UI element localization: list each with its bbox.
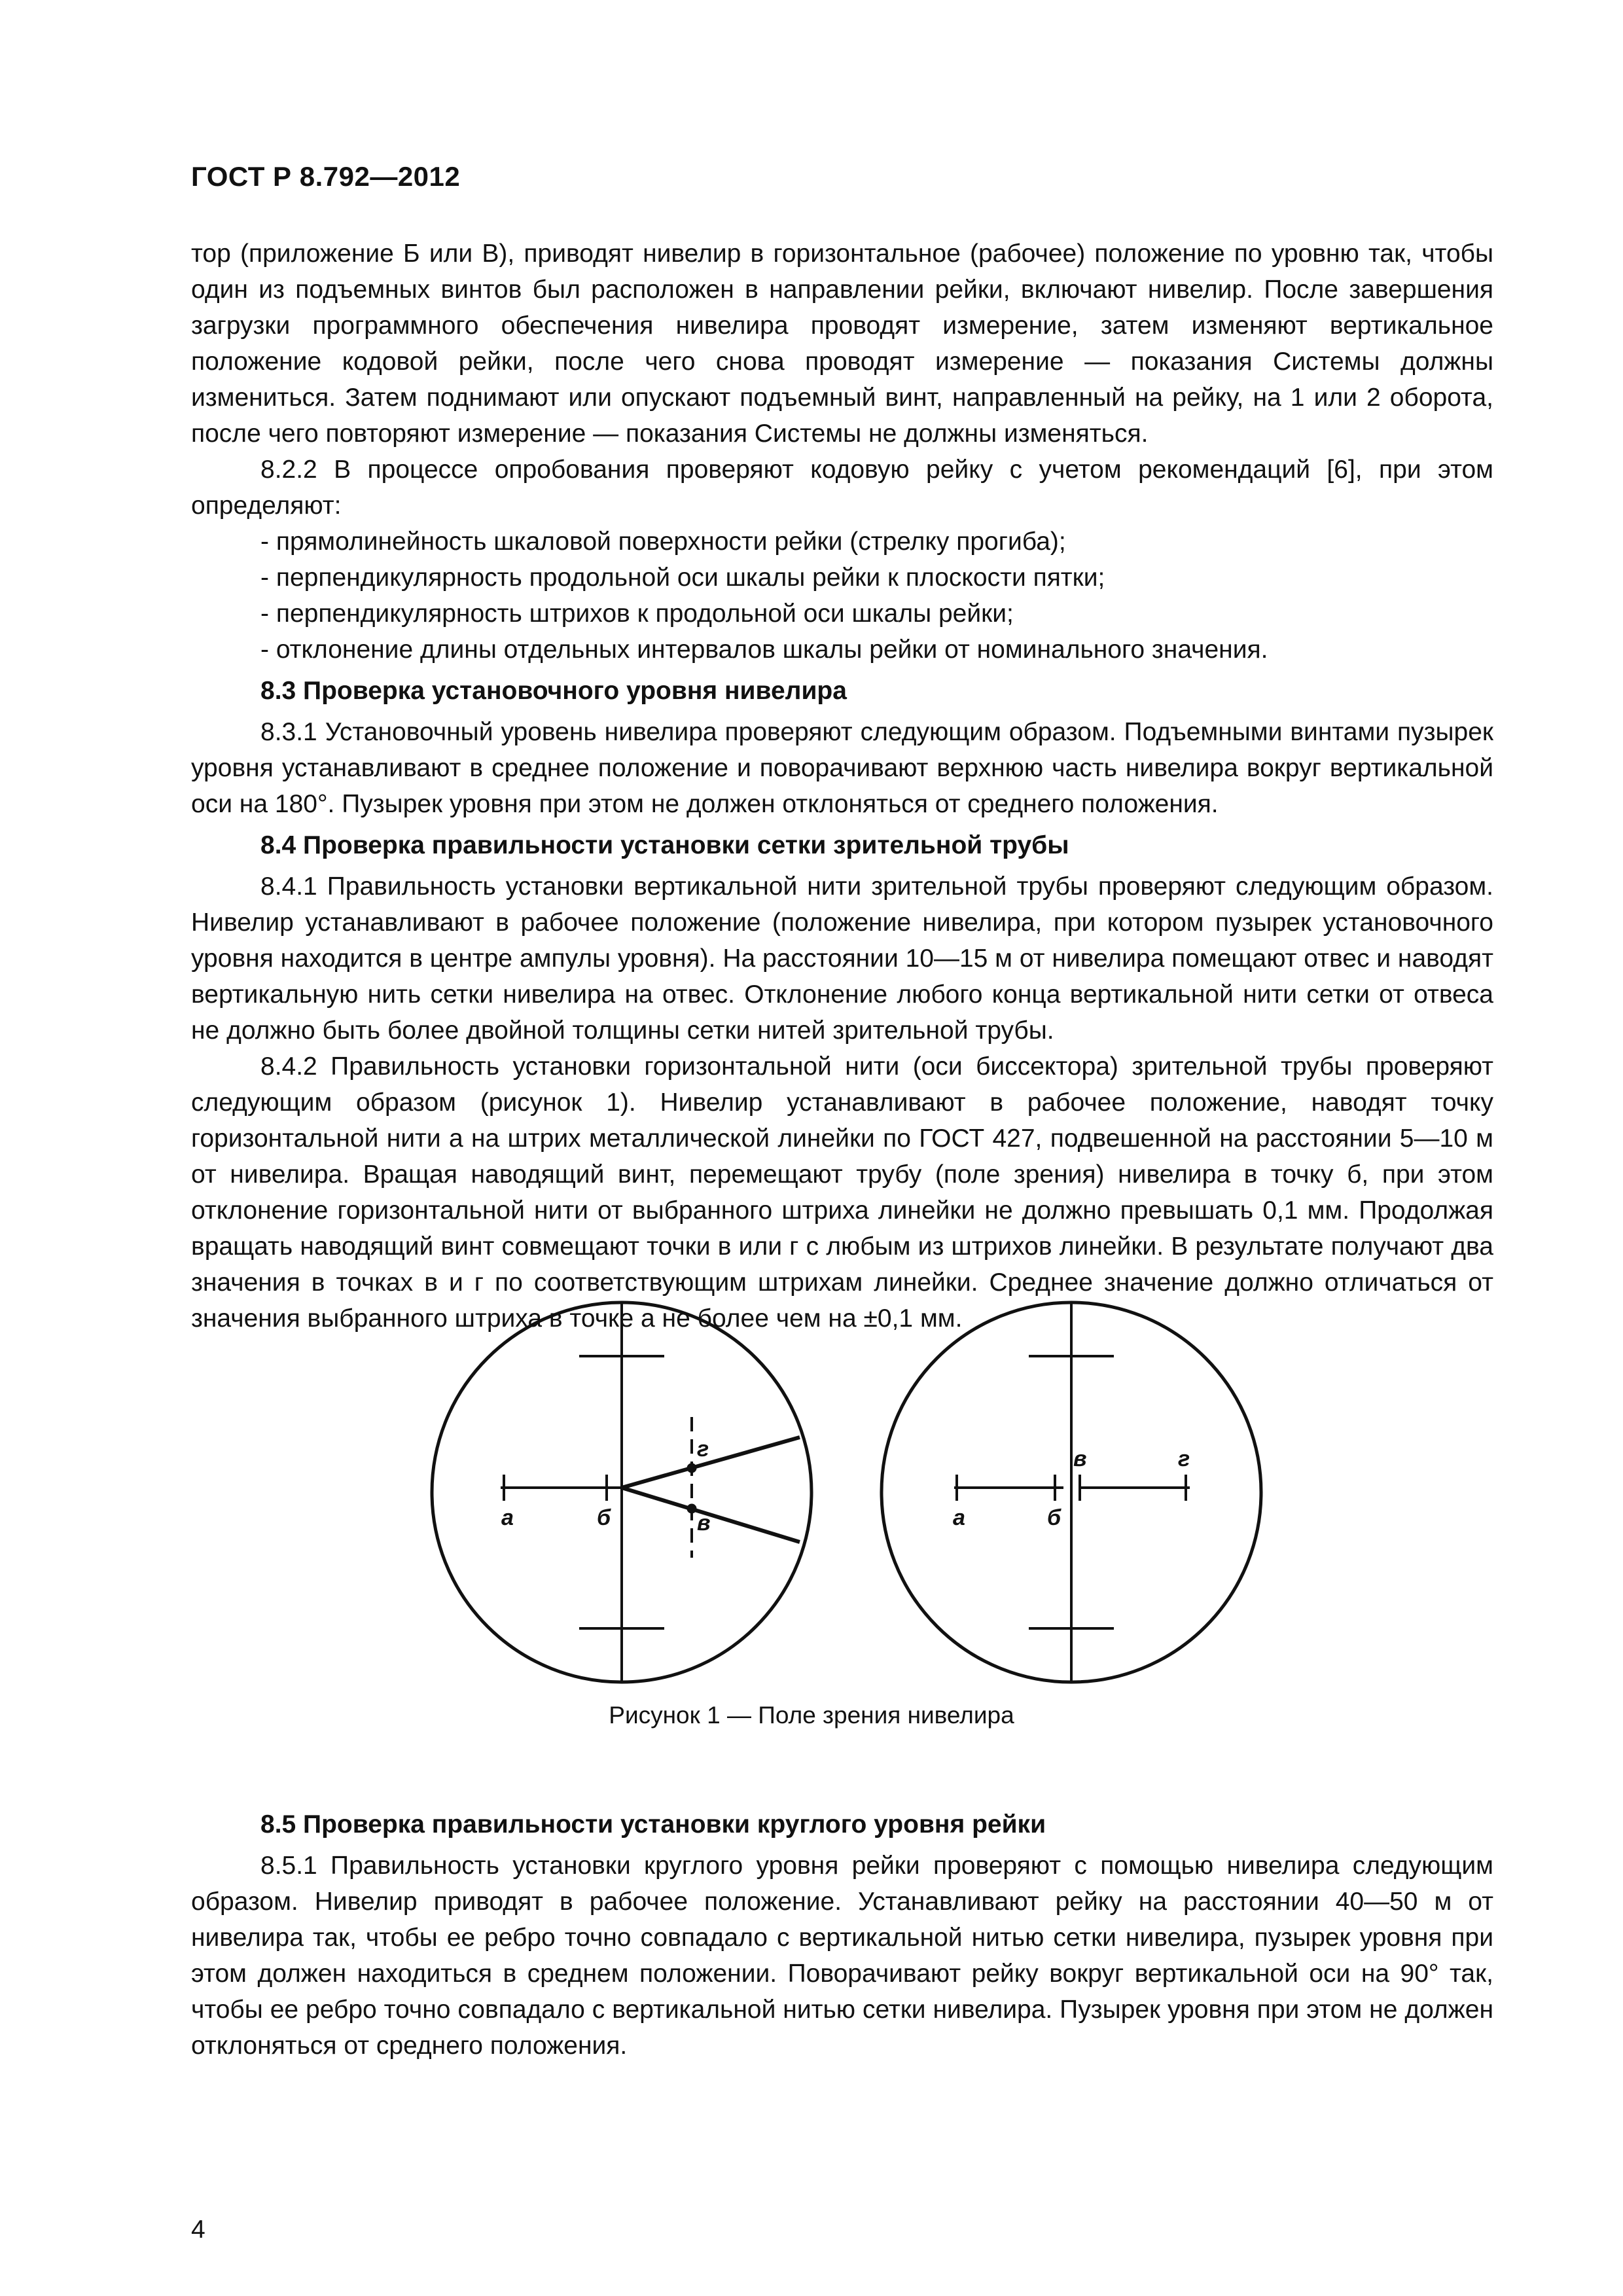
section-heading-8-3: 8.3 Проверка установочного уровня нивелира	[260, 677, 847, 705]
left-label-a: а	[501, 1505, 514, 1530]
paragraph-8-5-1: 8.5.1 Правильность установки круглого уровня рейки проверяют с помощью нивелира следующим образом. Нивелир приводят в рабочее положение. Устанавливают рейку на расстоянии 40—50 м от нивелира так, чтобы ее ребро точно совпадало с вертикальной нитью сетки нивелира, пузырек уровня при этом должен находиться в среднем положении. Поворачивают рейку вокруг вертикальной оси на 90° так, чтобы ее ребро точно совпадало с вертикальной нитью сетки нивелира. Пузырек уровня при этом не должен отклоняться от среднего положения.	[191, 1852, 1493, 2060]
list-item: - перпендикулярность штрихов к продольной оси шкалы рейки;	[260, 600, 1014, 628]
field-of-view-diagram	[0, 1283, 1623, 1728]
right-field-of-view	[882, 1302, 1261, 1682]
list-item: - отклонение длины отдельных интервалов шкалы рейки от номинального значения.	[260, 636, 1268, 664]
main-text	[191, 236, 1493, 1336]
left-label-b: б	[597, 1505, 611, 1530]
right-label-a: а	[953, 1505, 965, 1530]
paragraph-continuation: тор (приложение Б или В), приводят нивелир в горизонтальное (рабочее) положение по уровню так, чтобы один из подъемных винтов был расположен в направлении рейки, включают нивелир. После завершения загрузки программного обеспечения нивелира проводят измерение, затем изменяют вертикальное положение кодовой рейки, после чего снова проводят измерение — показания Системы должны измениться. Затем поднимают или опускают подъемный винт, направленный на рейку, на 1 или 2 оборота, после чего повторяют измерение — показания Системы не должны изменяться.	[191, 240, 1493, 448]
left-label-g: г	[697, 1437, 709, 1462]
section-8-5	[191, 1806, 1493, 2064]
right-label-g: г	[1178, 1446, 1190, 1471]
right-label-v: в	[1073, 1446, 1087, 1471]
point-g-dot	[687, 1463, 696, 1473]
left-field-of-view	[432, 1302, 812, 1682]
section-heading-8-4: 8.4 Проверка правильности установки сетки зрительной трубы	[260, 831, 1069, 859]
right-label-b: б	[1047, 1505, 1061, 1530]
paragraph-8-4-1: 8.4.1 Правильность установки вертикальной нити зрительной трубы проверяют следующим образом. Нивелир устанавливают в рабочее положение (положение нивелира, при котором пузырек установочного уровня находится в центре ампулы уровня). На расстоянии 10—15 м от нивелира помещают отвес и наводят вертикальную нить сетки нивелира на отвес. Отклонение любого конца вертикальной нити сетки от отвеса не должно быть более двойной толщины сетки нитей зрительной трубы.	[191, 872, 1493, 1045]
document-code: ГОСТ Р 8.792—2012	[191, 161, 461, 192]
paragraph-8-2-2: 8.2.2 В процессе опробования проверяют кодовую рейку с учетом рекомендаций [6], при этом определяют:	[191, 456, 1493, 520]
bisector-lower-line	[622, 1488, 800, 1542]
section-heading-8-5: 8.5 Проверка правильности установки круглого уровня рейки	[260, 1810, 1046, 1839]
bisector-upper-line	[622, 1437, 800, 1488]
point-v-dot	[687, 1504, 696, 1513]
page-number: 4	[191, 2215, 205, 2244]
paragraph-8-4-2: 8.4.2 Правильность установки горизонтальной нити (оси биссектора) зрительной трубы проверяют следующим образом (рисунок 1). Нивелир устанавливают в рабочее положение, наводят точку горизонтальной нити а на штрих металлической линейки по ГОСТ 427, подвешенной на расстоянии 5—10 м от нивелира. Вращая наводящий винт, перемещают трубу (поле зрения) нивелира в точку б, при этом отклонение горизонтальной нити от выбранного штриха линейки не должно превышать 0,1 мм. Продолжая вращать наводящий винт совмещают точки в или г с любым из штрихов линейки. В результате получают два значения в точках в и г по соответствующим штрихам линейки. Среднее значение должно отличаться от значения выбранного штриха в точке а не более чем на ±0,1 мм.	[191, 1052, 1493, 1333]
figure-caption: Рисунок 1 — Поле зрения нивелира	[609, 1702, 1014, 1729]
paragraph-8-3-1: 8.3.1 Установочный уровень нивелира проверяют следующим образом. Подъемными винтами пузырек уровня устанавливают в среднее положение и поворачивают верхнюю часть нивелира вокруг вертикальной оси на 180°. Пузырек уровня при этом не должен отклоняться от среднего положения.	[191, 718, 1493, 818]
left-label-v: в	[697, 1511, 711, 1535]
list-item: - перпендикулярность продольной оси шкалы рейки к плоскости пятки;	[260, 564, 1105, 592]
list-item: - прямолинейность шкаловой поверхности рейки (стрелку прогиба);	[260, 528, 1066, 556]
figure-1	[0, 1283, 1623, 1793]
